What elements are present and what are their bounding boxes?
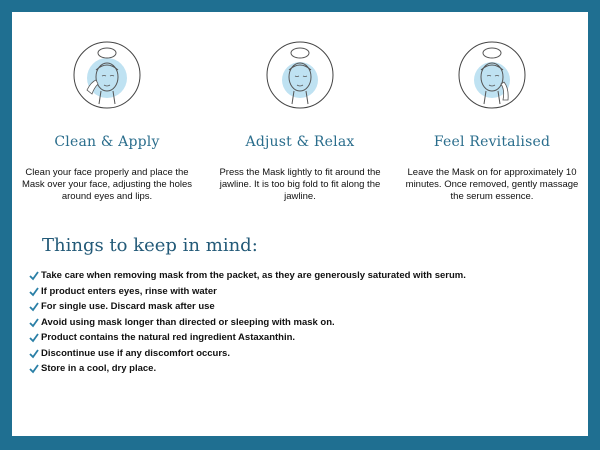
- list-item: [29, 346, 569, 362]
- checkmark-icon: [29, 333, 39, 343]
- step-title: Clean & Apply: [54, 134, 160, 150]
- checkmark-icon: [29, 349, 39, 359]
- list-item-text: Store in a cool, dry place.: [41, 363, 157, 374]
- list-item: [29, 361, 569, 377]
- list-item-text: Take care when removing mask from the packet, as they are generously saturated with serum.: [41, 270, 466, 281]
- checkmark-icon: [29, 271, 39, 281]
- face-mask-adjust-icon: [265, 40, 335, 110]
- checkmark-icon: [29, 287, 39, 297]
- list-item-text: If product enters eyes, rinse with water: [41, 285, 217, 297]
- things-to-keep-in-mind-heading: Things to keep in mind:: [42, 235, 258, 256]
- list-item-text: For single use. Discard mask after use: [41, 301, 215, 312]
- list-item: [29, 299, 569, 315]
- face-mask-apply-icon: [72, 40, 142, 110]
- step-clean-apply: [12, 40, 202, 220]
- list-item: [29, 284, 569, 300]
- step-title: Adjust & Relax: [245, 134, 355, 150]
- face-mask-massage-icon: [457, 40, 527, 110]
- step-description: Clean your face properly and place the Mask over your face, adjusting the holes around eyes and lips.: [21, 167, 193, 202]
- step-adjust-relax: [205, 40, 395, 220]
- list-item: [29, 268, 569, 284]
- step-description: Press the Mask lightly to fit around the jawline. It is too big fold to fit along the jawline.: [219, 167, 381, 202]
- list-item-text: Avoid using mask longer than directed or sleeping with mask on.: [41, 316, 335, 328]
- list-item-text: Product contains the natural red ingredient Astaxanthin.: [41, 332, 296, 343]
- list-item-text: Discontinue use if any discomfort occurs.: [41, 347, 230, 359]
- steps-row: [12, 40, 588, 220]
- list-item: [29, 330, 569, 346]
- step-title: Feel Revitalised: [433, 134, 551, 150]
- checkmark-icon: [29, 318, 39, 328]
- content-panel: [12, 12, 588, 436]
- checkmark-icon: [29, 302, 39, 312]
- step-description: Leave the Mask on for approximately 10 minutes. Once removed, gently massage the serum essence.: [405, 167, 579, 202]
- things-to-keep-in-mind-list: [29, 268, 569, 377]
- checkmark-icon: [29, 364, 39, 374]
- list-item: [29, 315, 569, 331]
- step-feel-revitalised: [397, 40, 587, 220]
